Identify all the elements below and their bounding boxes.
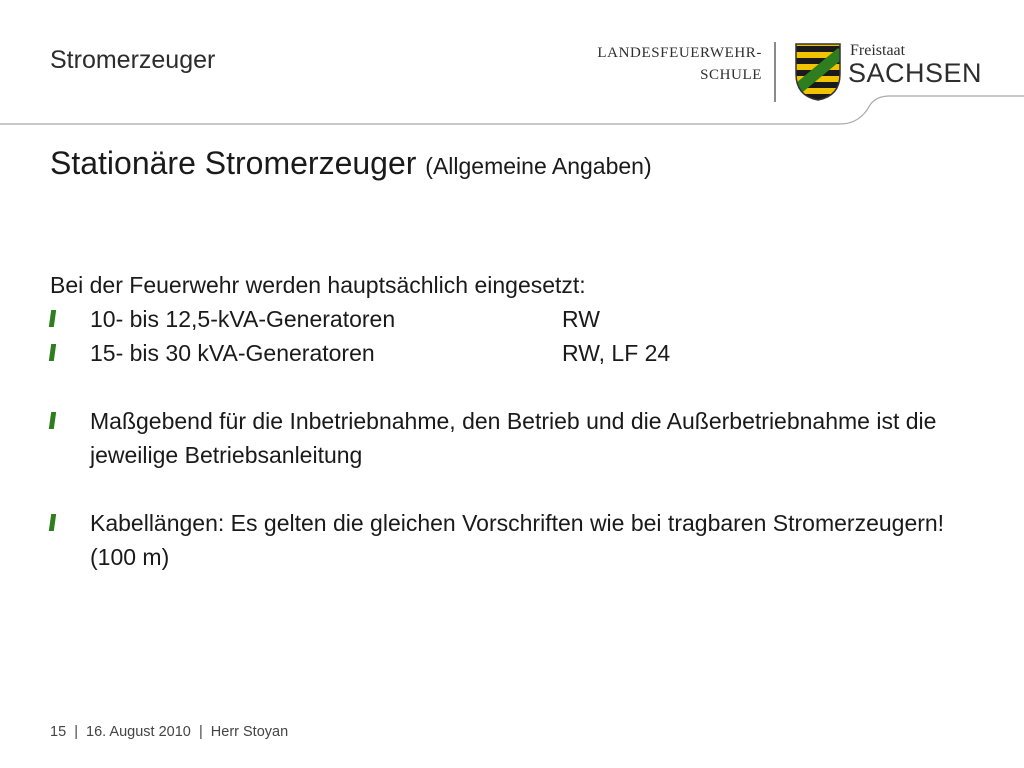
logo-lfs-line2: SCHULE — [700, 67, 762, 83]
bullet-marker — [49, 514, 56, 531]
footer-date: 16. August 2010 — [86, 724, 191, 740]
list-item — [50, 506, 950, 574]
slide-title-sub: (Allgemeine Angaben) — [425, 153, 652, 179]
header-title: Stromerzeuger — [50, 46, 216, 74]
footer-separator: | — [74, 724, 78, 740]
landesfeuerwehrschule-logo — [597, 42, 762, 86]
footer — [50, 724, 288, 740]
list-item — [50, 404, 950, 472]
slide-title-main: Stationäre Stromerzeuger — [50, 145, 417, 181]
slide-title — [50, 145, 652, 182]
generator-type: 10- bis 12,5-kVA-Generatoren — [90, 306, 396, 332]
footer-author: Herr Stoyan — [210, 724, 289, 740]
logo-lfs-line1: LANDESFEUERWEHR- — [597, 45, 762, 61]
bullet-marker — [49, 412, 56, 429]
generator-type: 15- bis 30 kVA-Generatoren — [90, 340, 375, 366]
logo-freistaat: Freistaat — [850, 42, 906, 59]
logo-sachsen: SACHSEN — [848, 58, 983, 88]
list-item-text: Kabellängen: Es gelten die gleichen Vorschriften wie bei tragbaren Stromerzeugern! (100 m) — [90, 510, 945, 570]
vehicle-type: RW, LF 24 — [562, 340, 671, 366]
list-item — [50, 336, 950, 370]
coat-of-arms-icon — [794, 42, 842, 102]
freistaat-sachsen-logo — [794, 42, 994, 102]
page-number: 15 — [50, 724, 67, 740]
bullet-marker — [49, 310, 56, 327]
slide-body — [50, 268, 950, 574]
bullet-marker — [49, 344, 56, 361]
vehicle-type: RW — [562, 306, 600, 332]
intro-text: Bei der Feuerwehr werden hauptsächlich eingesetzt: — [50, 272, 586, 298]
logo-divider — [774, 42, 776, 102]
header-divider-line — [0, 95, 1024, 135]
list-item-text: Maßgebend für die Inbetriebnahme, den Betrieb und die Außerbetriebnahme ist die jeweilige Betriebsanleitung — [90, 408, 937, 468]
footer-separator: | — [198, 724, 203, 740]
list-item — [50, 302, 950, 336]
